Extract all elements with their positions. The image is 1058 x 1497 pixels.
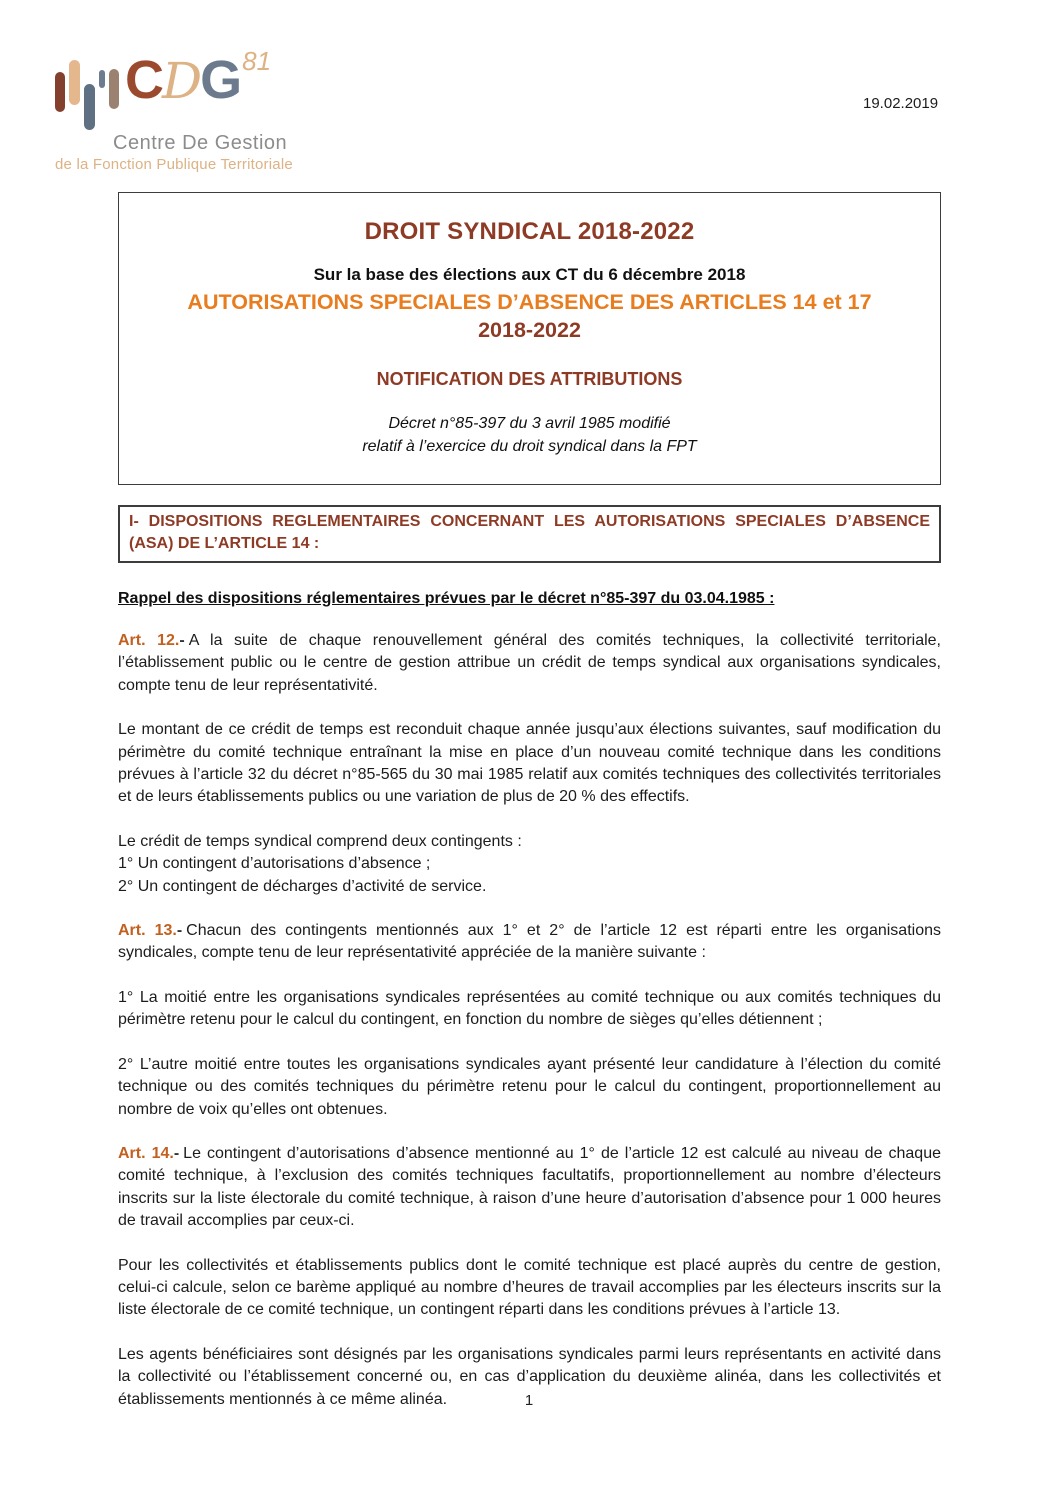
paragraph-text: Le montant de ce crédit de temps est reconduit chaque année jusqu’aux élections suivantes, sauf modification du périmètre du comité technique entraînant la mise en place d’un nouveau comité technique dans les conditions prévues à l’article 32 du décret n°85-565 du 30 mai 1985 relatif aux comités techniques des collectivités territoriales et de leurs établissements publics ou une variation de plus de 20 % des effectifs.	[118, 721, 941, 806]
paragraph-text: Pour les collectivités et établissements publics dont le comité technique est placé auprès du centre de gestion, celui-ci calcule, selon ce barème appliqué au nombre d’heures de travail accomplies par les électeurs inscrits sur la liste électorale de ce comité technique, un contingent réparti dans les conditions prévues à l’article 13.	[118, 1256, 941, 1319]
paragraph	[118, 719, 941, 809]
doc-title: DROIT SYNDICAL 2018-2022	[364, 218, 695, 245]
logo-department-number: 81	[242, 46, 272, 76]
article-dash: -	[176, 922, 183, 940]
doc-heading-years: 2018-2022	[478, 318, 581, 342]
paragraph-text: Le contingent d’autorisations d’absence mentionné au 1° de l’article 12 est calculé au niveau de chaque comité technique, à l’exclusion des comités techniques facultatifs, proportionnellement au nombre d’électeurs inscrits sur la liste électorale du comité technique, à raison d’une heure d’autorisation d’absence pour 1 000 heures de travail accomplies par ceux-ci.	[118, 1144, 941, 1230]
logo-row	[55, 48, 315, 130]
doc-notification: NOTIFICATION DES ATTRIBUTIONS	[376, 369, 683, 389]
paragraph-text: Les agents bénéficiaires sont désignés par les organisations syndicales parmi leurs représentants en activité dans la collectivité ou l’établissement concerné ou, en cas d’application du deuxième alinéa, dans les collectivités et établissements mentionnés à ce même alinéa.	[118, 1345, 941, 1408]
cdg81-logo	[55, 48, 315, 173]
logo-bar-icon	[69, 60, 80, 105]
list-line: Le crédit de temps syndical comprend deux contingents :	[118, 832, 522, 850]
logo-tagline: de la Fonction Publique Territoriale	[55, 156, 293, 173]
title-box	[118, 192, 941, 485]
paragraph-text: A la suite de chaque renouvellement général des comités techniques, la collectivité territoriale, l’établissement public ou le centre de gestion attribue un crédit de temps syndical aux organisations syndicales, compte tenu de leur représentativité.	[118, 632, 941, 694]
logo-bar-icon	[84, 84, 95, 130]
article-dash: -	[173, 1144, 180, 1162]
date-stamp: 19.02.2019	[863, 95, 939, 112]
section-heading-box	[118, 505, 941, 563]
logo-letter-g: G	[200, 50, 243, 110]
decree-line-1: Décret n°85-397 du 3 avril 1985 modifié	[388, 415, 671, 432]
page-number: 1	[524, 1392, 534, 1409]
logo-subtitle: Centre De Gestion	[113, 132, 288, 154]
logo-letter-c: C	[125, 50, 162, 110]
rappel-heading: Rappel des dispositions réglementaires prévues par le décret n°85-397 du 03.04.1985 :	[118, 590, 775, 607]
article-dash: -	[179, 632, 185, 649]
logo-bar-icon	[99, 70, 105, 88]
article-label: Art. 12.	[118, 632, 180, 649]
decree-line-2: relatif à l’exercice du droit syndical dans la FPT	[362, 438, 697, 455]
logo-acronym	[125, 46, 272, 110]
decree-reference	[125, 412, 934, 458]
doc-heading-orange: AUTORISATIONS SPECIALES D’ABSENCE DES ARTICLES 14 et 17	[187, 290, 872, 314]
logo-bars-icon	[55, 60, 123, 130]
paragraph-art-12	[118, 630, 941, 697]
paragraph-text: 2° L’autre moitié entre toutes les organisations syndicales ayant présenté leur candidature à l’élection du comité technique ou des comités techniques du périmètre retenu pour le calcul du contingent, proportionnellement au nombre de voix qu’elles ont obtenues.	[118, 1055, 941, 1118]
paragraph-contingents-list	[118, 831, 941, 898]
logo-bar-icon	[109, 69, 119, 109]
paragraph	[118, 987, 941, 1032]
doc-subtitle: Sur la base des élections aux CT du 6 décembre 2018	[313, 265, 746, 284]
paragraph-text: 1° La moitié entre les organisations syndicales représentées au comité technique ou aux comités techniques du périmètre retenu pour le calcul du contingent, en fonction du nombre de sièges qu’elles détiennent ;	[118, 988, 941, 1029]
paragraph-art-13	[118, 920, 941, 965]
list-line: 2° Un contingent de décharges d’activité de service.	[118, 877, 487, 895]
body-text	[118, 630, 941, 1411]
paragraph-art-14	[118, 1143, 941, 1233]
logo-letter-d: D	[162, 52, 201, 110]
section-heading: I- DISPOSITIONS REGLEMENTAIRES CONCERNANT LES AUTORISATIONS SPECIALES D’ABSENCE (ASA) DE L’ARTICLE 14 :	[129, 513, 930, 552]
logo-bar-icon	[55, 72, 65, 112]
list-line: 1° Un contingent d’autorisations d’absence ;	[118, 855, 431, 873]
paragraph-text: Chacun des contingents mentionnés aux 1° et 2° de l’article 12 est réparti entre les organisations syndicales, compte tenu de leur représentativité appréciée de la manière suivante :	[118, 922, 941, 962]
paragraph	[118, 1255, 941, 1322]
article-label: Art. 14.	[118, 1144, 174, 1162]
paragraph	[118, 1054, 941, 1121]
article-label: Art. 13.	[118, 922, 177, 940]
